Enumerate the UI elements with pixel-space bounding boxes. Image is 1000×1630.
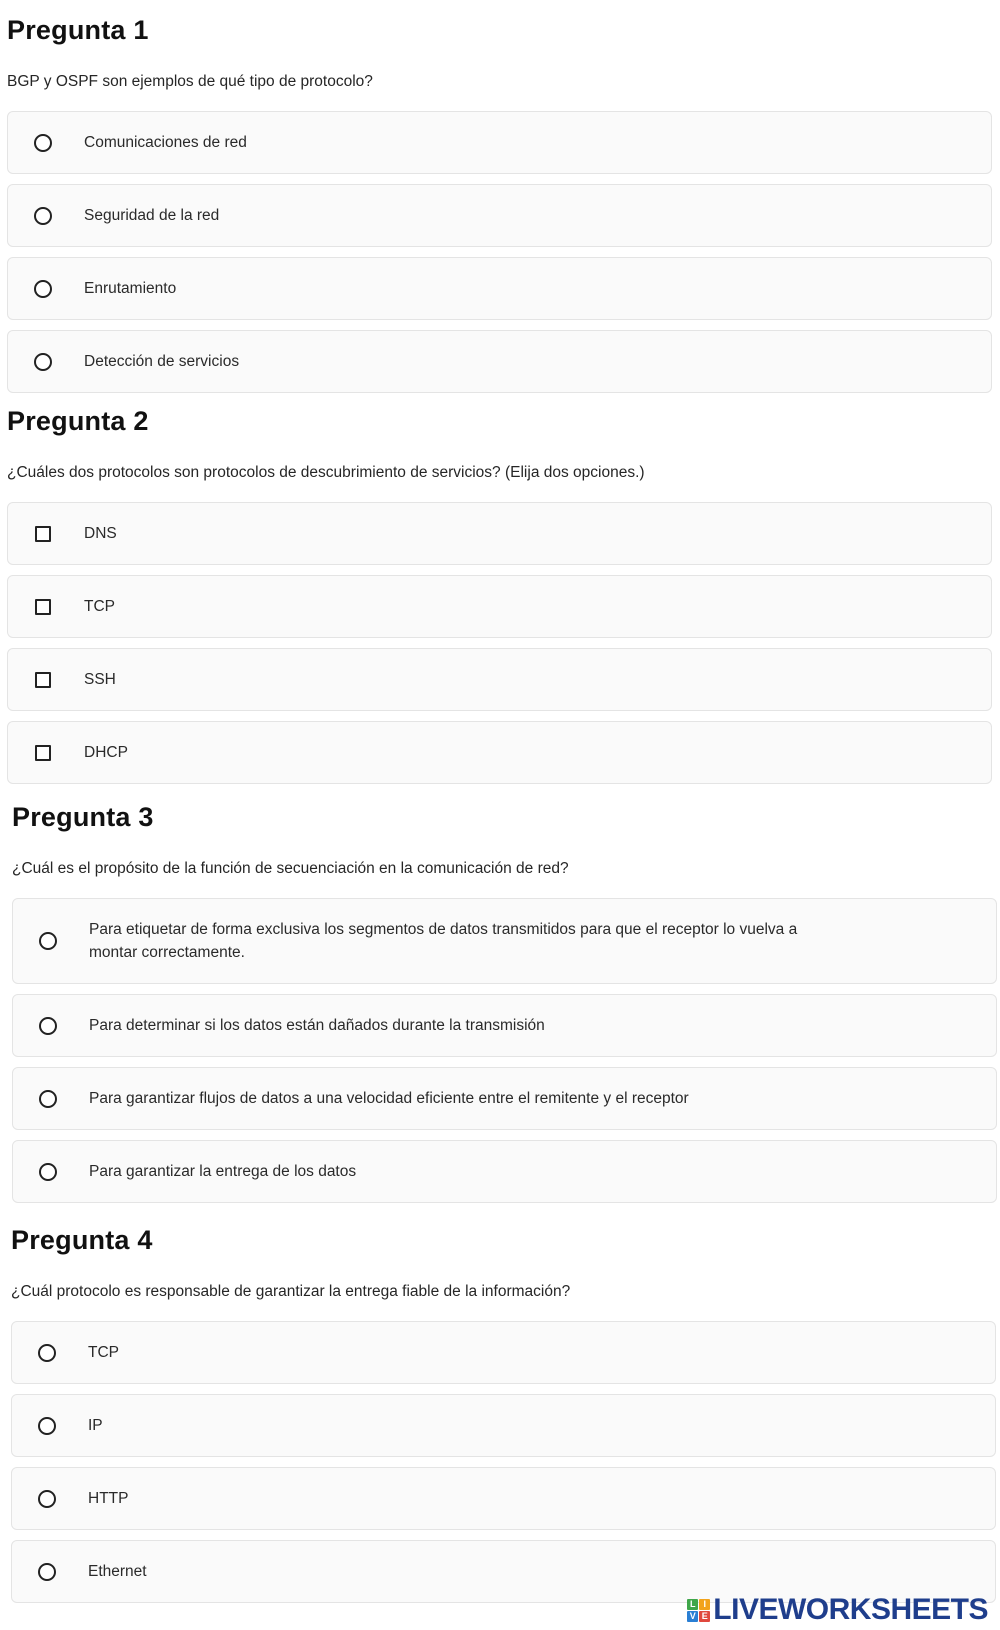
radio-button[interactable]	[34, 134, 52, 152]
answer-option[interactable]	[11, 1321, 996, 1384]
option-label: Enrutamiento	[84, 280, 177, 297]
question-title: Pregunta 3	[12, 802, 154, 832]
question-prompt: BGP y OSPF son ejemplos de qué tipo de protocolo?	[7, 73, 373, 90]
question-prompt: ¿Cuál protocolo es responsable de garantizar la entrega fiable de la información?	[11, 1283, 571, 1300]
logo-mark-letter: L	[687, 1599, 698, 1610]
option-label: Ethernet	[88, 1563, 147, 1580]
radio-button[interactable]	[38, 1417, 56, 1435]
options-list	[12, 898, 997, 1203]
radio-button[interactable]	[39, 1090, 57, 1108]
answer-option[interactable]	[12, 898, 997, 984]
options-list	[11, 1321, 996, 1603]
answer-option[interactable]	[12, 1140, 997, 1203]
answer-option[interactable]	[7, 330, 992, 393]
answer-option[interactable]	[7, 184, 992, 247]
option-label: Seguridad de la red	[84, 207, 220, 224]
option-label: DNS	[84, 525, 117, 542]
radio-button[interactable]	[39, 932, 57, 950]
option-label: Detección de servicios	[84, 353, 240, 370]
option-label: HTTP	[88, 1490, 129, 1507]
option-label: IP	[88, 1417, 103, 1434]
radio-button[interactable]	[39, 1163, 57, 1181]
option-label: Para determinar si los datos están dañados durante la transmisión	[89, 1017, 545, 1034]
checkbox[interactable]	[35, 745, 51, 761]
option-label: Comunicaciones de red	[84, 134, 247, 151]
radio-button[interactable]	[34, 207, 52, 225]
question-title: Pregunta 4	[11, 1225, 153, 1255]
radio-button[interactable]	[38, 1490, 56, 1508]
answer-option[interactable]	[7, 648, 992, 711]
options-list	[7, 111, 992, 393]
option-label: SSH	[84, 671, 116, 688]
answer-option[interactable]	[12, 994, 997, 1057]
question-3	[12, 801, 997, 1213]
answer-option[interactable]	[7, 575, 992, 638]
logo-text: LIVEWORKSHEETS	[713, 1593, 988, 1626]
logo-mark-icon	[687, 1599, 710, 1622]
logo-mark-letter: V	[687, 1611, 698, 1622]
option-label: Para etiquetar de forma exclusiva los segmentos de datos transmitidos para que el receptor lo vuelva a montar correctamente.	[89, 921, 798, 961]
question-1	[7, 14, 992, 403]
option-label: TCP	[88, 1344, 119, 1361]
answer-option[interactable]	[7, 111, 992, 174]
options-list	[7, 502, 992, 784]
answer-option[interactable]	[12, 1067, 997, 1130]
option-label: Para garantizar flujos de datos a una velocidad eficiente entre el remitente y el receptor	[89, 1090, 689, 1107]
answer-option[interactable]	[7, 502, 992, 565]
checkbox[interactable]	[35, 672, 51, 688]
option-label: DHCP	[84, 744, 128, 761]
answer-option[interactable]	[11, 1467, 996, 1530]
radio-button[interactable]	[34, 280, 52, 298]
answer-option[interactable]	[7, 721, 992, 784]
answer-option[interactable]	[11, 1394, 996, 1457]
logo-mark-letter: I	[699, 1599, 710, 1610]
radio-button[interactable]	[34, 353, 52, 371]
option-label: TCP	[84, 598, 115, 615]
checkbox[interactable]	[35, 599, 51, 615]
liveworksheets-logo	[687, 1594, 988, 1626]
radio-button[interactable]	[39, 1017, 57, 1035]
question-4	[11, 1224, 996, 1613]
radio-button[interactable]	[38, 1563, 56, 1581]
question-prompt: ¿Cuál es el propósito de la función de secuenciación en la comunicación de red?	[12, 860, 569, 877]
question-2	[7, 405, 992, 794]
option-label: Para garantizar la entrega de los datos	[89, 1163, 357, 1180]
logo-mark-letter: E	[699, 1611, 710, 1622]
checkbox[interactable]	[35, 526, 51, 542]
radio-button[interactable]	[38, 1344, 56, 1362]
answer-option[interactable]	[7, 257, 992, 320]
question-title: Pregunta 2	[7, 406, 149, 436]
question-prompt: ¿Cuáles dos protocolos son protocolos de descubrimiento de servicios? (Elija dos opciones.)	[7, 464, 645, 481]
question-title: Pregunta 1	[7, 15, 149, 45]
